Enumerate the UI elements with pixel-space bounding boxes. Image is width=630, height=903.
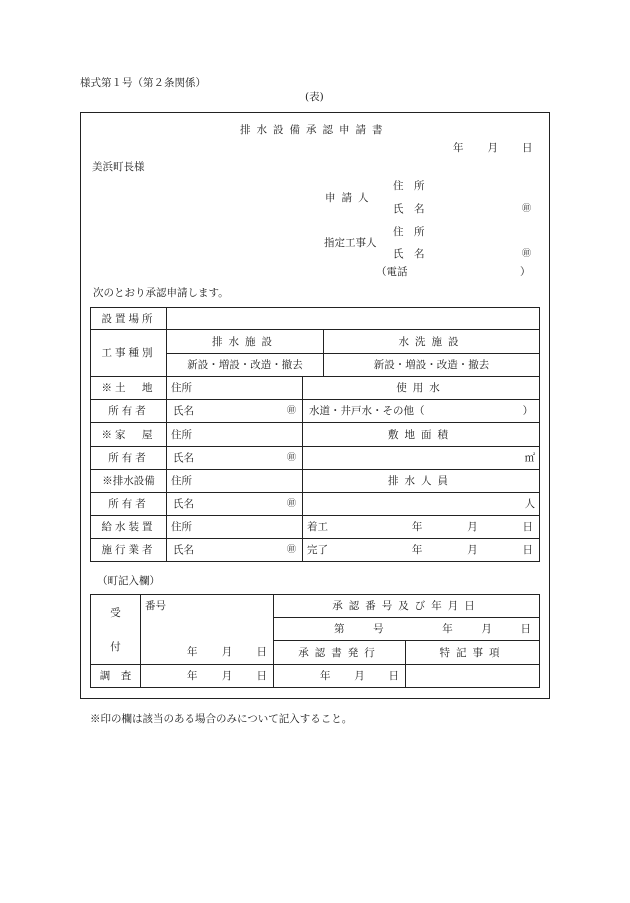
water-options[interactable] — [303, 400, 540, 423]
seal-mark: ㊞ — [286, 499, 296, 509]
applicant-seal: ㊞ — [522, 204, 532, 214]
seal-mark: ㊞ — [286, 545, 296, 555]
finish-tsuki: 月 — [467, 544, 478, 556]
house-owner-label-1: ※家 屋 — [91, 423, 167, 447]
name-label: 氏名 — [173, 452, 194, 464]
applicant-name-label: 氏 名 — [393, 203, 425, 215]
receipt-hi: 日 — [256, 646, 267, 659]
site-area-field[interactable] — [303, 447, 540, 470]
supply-label-1: 給水装置 — [91, 516, 167, 539]
main-table — [90, 307, 540, 562]
contractor-label: 指定工事人 — [324, 237, 377, 249]
drain-people-label: 排水人員 — [303, 470, 540, 493]
house-owner-label-2: 所有者 — [91, 447, 167, 470]
cert-tsuki: 月 — [354, 670, 365, 682]
inspection-tsuki: 月 — [221, 670, 233, 682]
drain-owner-name[interactable] — [167, 493, 303, 516]
start-hi: 日 — [522, 521, 534, 533]
start-nen: 年 — [411, 521, 423, 533]
form-number: 様式第１号（第２条関係） — [80, 77, 206, 89]
office-use-label: （町記入欄） — [97, 575, 160, 587]
water-options-close: ） — [522, 405, 534, 417]
drain-owner-address[interactable]: 住所 — [167, 470, 303, 493]
water-options-text: 水道・井戸水・その他（ — [309, 405, 425, 417]
inspection-date[interactable] — [141, 665, 274, 688]
approval-tsuki: 月 — [481, 623, 492, 635]
name-label: 氏名 — [173, 544, 194, 556]
start-label: 着工 — [307, 521, 328, 533]
finish-label: 完了 — [307, 544, 328, 556]
number-field[interactable] — [141, 618, 274, 641]
approval-nen: 年 — [442, 623, 453, 635]
seal-mark: ㊞ — [286, 453, 296, 463]
drainage-options[interactable]: 新設・増設・改造・撤去 — [167, 354, 324, 377]
location-field[interactable] — [167, 308, 540, 330]
number-label: 番号 — [141, 595, 274, 618]
start-tsuki: 月 — [467, 521, 478, 533]
land-owner-label-2: 所有者 — [91, 400, 167, 423]
applicant-address-label: 住 所 — [393, 180, 425, 192]
supply-label-2: 施行業者 — [91, 539, 167, 562]
drain-owner-label-2: 所有者 — [91, 493, 167, 516]
finish-hi: 日 — [522, 544, 534, 556]
receipt-cell — [91, 595, 141, 665]
work-type-label: 工事種別 — [91, 330, 167, 377]
location-label: 設置場所 — [91, 308, 167, 330]
contractor-address-label: 住 所 — [393, 226, 425, 238]
go-label: 号 — [373, 623, 384, 635]
receipt-date[interactable] — [141, 641, 274, 665]
inspection-label: 調 査 — [91, 665, 141, 688]
water-used-label: 使用水 — [303, 377, 540, 400]
land-owner-name[interactable] — [167, 400, 303, 423]
supply-name[interactable] — [167, 539, 303, 562]
land-owner-label-1: ※土 地 — [91, 377, 167, 400]
inspection-nen: 年 — [187, 670, 198, 682]
land-owner-address[interactable]: 住所 — [167, 377, 303, 400]
flush-options[interactable]: 新設・増設・改造・撤去 — [324, 354, 540, 377]
document-title: 排水設備承認申請書 — [240, 124, 389, 136]
contractor-phone-close: ） — [520, 266, 531, 278]
date-nen: 年 — [453, 142, 464, 154]
inspection-hi: 日 — [256, 670, 267, 682]
special-notes-field[interactable] — [406, 665, 540, 688]
start-date[interactable] — [303, 516, 540, 539]
finish-date[interactable] — [303, 539, 540, 562]
approval-no-date-label: 承認番号及び年月日 — [274, 595, 540, 618]
house-owner-address[interactable]: 住所 — [167, 423, 303, 447]
footnote: ※印の欄は該当のある場合のみについて記入すること。 — [90, 713, 353, 725]
approval-number-date[interactable] — [274, 618, 540, 641]
drain-owner-label-1: ※排水設備 — [91, 470, 167, 493]
approval-hi: 日 — [520, 623, 531, 635]
drain-people-field[interactable] — [303, 493, 540, 516]
office-table — [90, 594, 540, 688]
contractor-seal: ㊞ — [522, 249, 532, 259]
name-label: 氏名 — [173, 498, 194, 510]
cert-issue-date[interactable] — [274, 665, 406, 688]
receipt-label-2: 付 — [110, 640, 121, 653]
people-unit: 人 — [524, 498, 536, 510]
contractor-name-label: 氏 名 — [393, 248, 425, 260]
name-label: 氏名 — [173, 405, 194, 417]
cert-hi: 日 — [388, 670, 399, 682]
seal-mark: ㊞ — [286, 406, 296, 416]
drainage-facility-label: 排水施設 — [167, 330, 324, 354]
area-unit: ㎡ — [524, 452, 536, 464]
date-hi: 日 — [522, 142, 533, 154]
side-label: (表) — [305, 91, 324, 103]
receipt-label-1: 受 — [110, 606, 121, 619]
applicant-label: 申請人 — [325, 192, 375, 204]
contractor-phone-open: （電話 — [376, 266, 408, 278]
receipt-tsuki: 月 — [221, 646, 233, 659]
cert-issue-label: 承認書発行 — [274, 641, 406, 665]
receipt-nen: 年 — [187, 646, 198, 659]
flush-facility-label: 水洗施設 — [324, 330, 540, 354]
addressee: 美浜町長様 — [92, 161, 145, 173]
site-area-label: 敷地面積 — [303, 423, 540, 447]
dai-label: 第 — [334, 623, 345, 635]
cert-nen: 年 — [320, 670, 331, 682]
finish-nen: 年 — [411, 544, 423, 556]
date-tsuki: 月 — [487, 142, 498, 154]
request-text: 次のとおり承認申請します。 — [93, 287, 229, 299]
house-owner-name[interactable] — [167, 447, 303, 470]
supply-address[interactable]: 住所 — [167, 516, 303, 539]
date-line — [453, 142, 533, 154]
special-notes-label: 特記事項 — [406, 641, 540, 665]
